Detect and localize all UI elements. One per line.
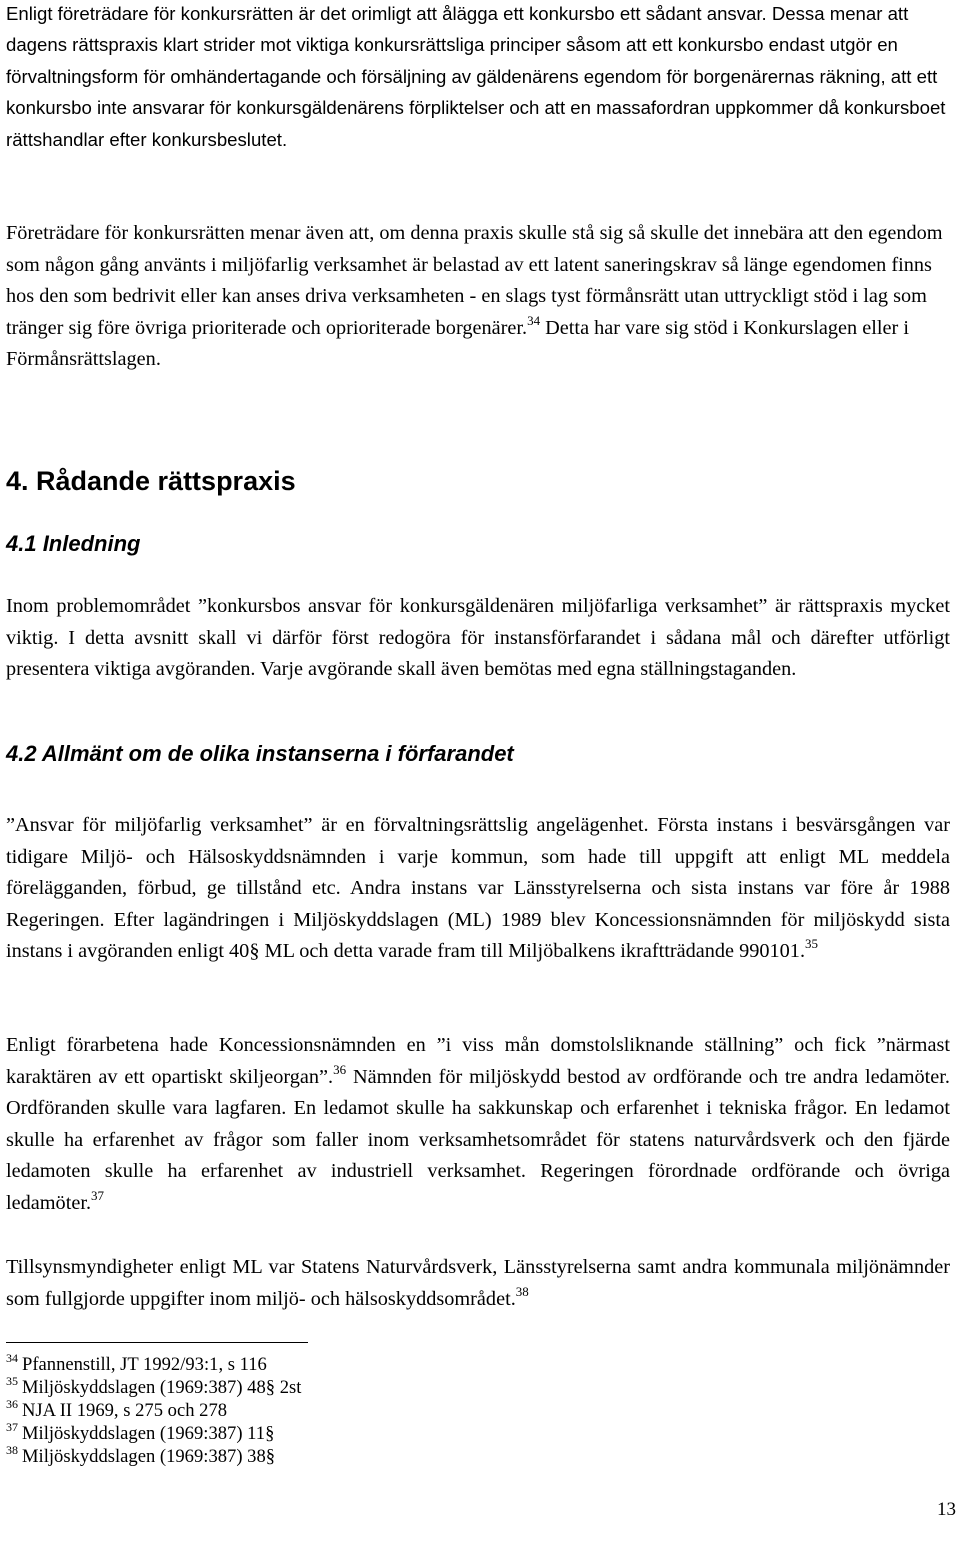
footnote-number: 38 — [6, 1443, 18, 1457]
paragraph-text: Detta har vare sig stöd i Konkurslagen eller i Förmånsrättslagen. — [6, 316, 909, 371]
footnote-reference[interactable]: 37 — [91, 1187, 105, 1203]
footnote-number: 36 — [6, 1397, 18, 1411]
footnote-reference[interactable]: 34 — [527, 312, 541, 328]
footnote-38 — [6, 1445, 301, 1468]
paragraph-text: Enligt förarbetena hade Koncessionsnämnden en ”i viss mån domstolsliknande ställning” och fick ”närmast karaktären av ett opartiskt skiljeorgan”. — [6, 1034, 950, 1088]
paragraph-text: Tillsynsmyndigheter enligt ML var Statens Naturvårdsverk, Länsstyrelserna samt andra kommunala miljönämnder som fullgjorde uppgifter inom miljö- och hälsoskyddsområdet. — [6, 1256, 950, 1310]
paragraph-text: ML och detta varade fram till Miljöbalkens ikraftträdande 990101. — [259, 940, 806, 963]
footnote-divider — [6, 1342, 308, 1343]
section-heading: 4. Rådande rättspraxis — [6, 466, 296, 496]
footnote-number: 35 — [6, 1374, 18, 1388]
paragraph-text: Enligt företrädare för konkursrätten är det orimligt att ålägga ett konkursbo ett sådant ansvar. Dessa menar att dagens rättspraxis klart strider mot viktiga konkursrättsliga principer såsom att ett konkursbo endast utgör en förvaltningsform för omhändertagande och försäljning av gäldenärens egendom för borgenärernas räkning, att ett konkursbo inte ansvarar för konkursgäldenärens förpliktelser och att en massafordran uppkommer då konkursboet rättshandlar efter konkursbeslutet. — [6, 3, 946, 150]
footnote-37 — [6, 1422, 301, 1445]
paragraph-text: Nämnden för miljöskydd bestod av ordförande och tre andra ledamöter. Ordföranden skulle vara lagfaren. En ledamot skulle ha sakkunskap och erfarenhet i tekniska frågor. En ledamot skulle ha erfarenhet av frågor som faller inom verksamhetsområdet för statens naturvårdsverk och den fjärde ledamoten skulle ha erfarenhet av industriell verksamhet. Regeringen förordnade ordförande och övriga ledamöter. — [6, 1065, 950, 1214]
paragraph-konkursratt-opinion — [6, 0, 952, 155]
footnote-text: Pfannenstill, JT 1992/93:1, s 116 — [22, 1354, 267, 1375]
subsection-heading-inledning: 4.1 Inledning — [6, 531, 141, 556]
section-sign-icon: § — [249, 940, 260, 963]
paragraph-text: Företrädare för konkursrätten menar även att, om denna praxis skulle stå sig så skulle det innebära att den egendom som någon gång använts i miljöfarlig verksamhet är belastad av ett latent saneringskrav så länge egendomen finns hos den som bedrivit eller kan anses driva verksamheten - en slags tyst förmånsrätt utan uttryckligt stöd i lag som tränger sig före övriga prioriterade och oprioriterade borgenärer. — [6, 222, 943, 339]
footnote-number: 34 — [6, 1351, 18, 1365]
footnote-text: Miljöskyddslagen (1969:387) 38 — [22, 1446, 266, 1467]
section-sign-icon: § — [265, 1423, 275, 1444]
footnote-36 — [6, 1399, 301, 1422]
footnote-number: 37 — [6, 1420, 18, 1434]
section-sign-icon: § — [265, 1446, 276, 1467]
footnote-35 — [6, 1376, 301, 1399]
footnote-text: 2st — [275, 1377, 302, 1398]
subsection-heading-instanser: 4.2 Allmänt om de olika instanserna i förfarandet — [6, 741, 514, 766]
footnote-reference[interactable]: 38 — [515, 1283, 529, 1299]
footnote-text: NJA II 1969, s 275 och 278 — [22, 1400, 228, 1421]
footnote-reference[interactable]: 35 — [805, 936, 819, 952]
paragraph-instanser — [6, 810, 950, 968]
paragraph-latent-saneringskrav — [6, 218, 952, 376]
paragraph-inledning — [6, 591, 950, 686]
paragraph-text: ”Ansvar för miljöfarlig verksamhet” är en förvaltningsrättslig angelägenhet. Första instans i besvärsgången var tidigare Miljö- och Hälsoskyddsnämnden i varje kommun, som hade till uppgift att enligt ML meddela förelägganden, förbud, ge tillstånd etc. Andra instans var Länsstyrelserna och sista instans var före år 1988 Regeringen. Efter lagändringen i Miljöskyddslagen (ML) 1989 blev Koncessionsnämnden för miljöskydd sista instans i avgöranden enligt 40 — [6, 814, 950, 963]
footnotes — [6, 1353, 301, 1468]
paragraph-text: Inom problemområdet ”konkursbos ansvar för konkursgäldenären miljöfarliga verksamhet” är rättspraxis mycket viktig. I detta avsnitt skall vi därför först redogöra för instansförfarandet i sådana mål och därefter utförligt presentera viktiga avgöranden. Varje avgörande skall även bemötas med egna ställningstaganden. — [6, 595, 950, 681]
paragraph-koncessionsnamnden — [6, 1030, 950, 1220]
paragraph-tillsynsmyndigheter — [6, 1252, 950, 1315]
page-number: 13 — [937, 1499, 956, 1520]
footnote-34 — [6, 1353, 301, 1376]
section-sign-icon: § — [265, 1377, 276, 1398]
footnote-text: Miljöskyddslagen (1969:387) 11 — [22, 1423, 266, 1444]
footnote-reference[interactable]: 36 — [333, 1061, 347, 1077]
footnote-text: Miljöskyddslagen (1969:387) 48 — [22, 1377, 266, 1398]
